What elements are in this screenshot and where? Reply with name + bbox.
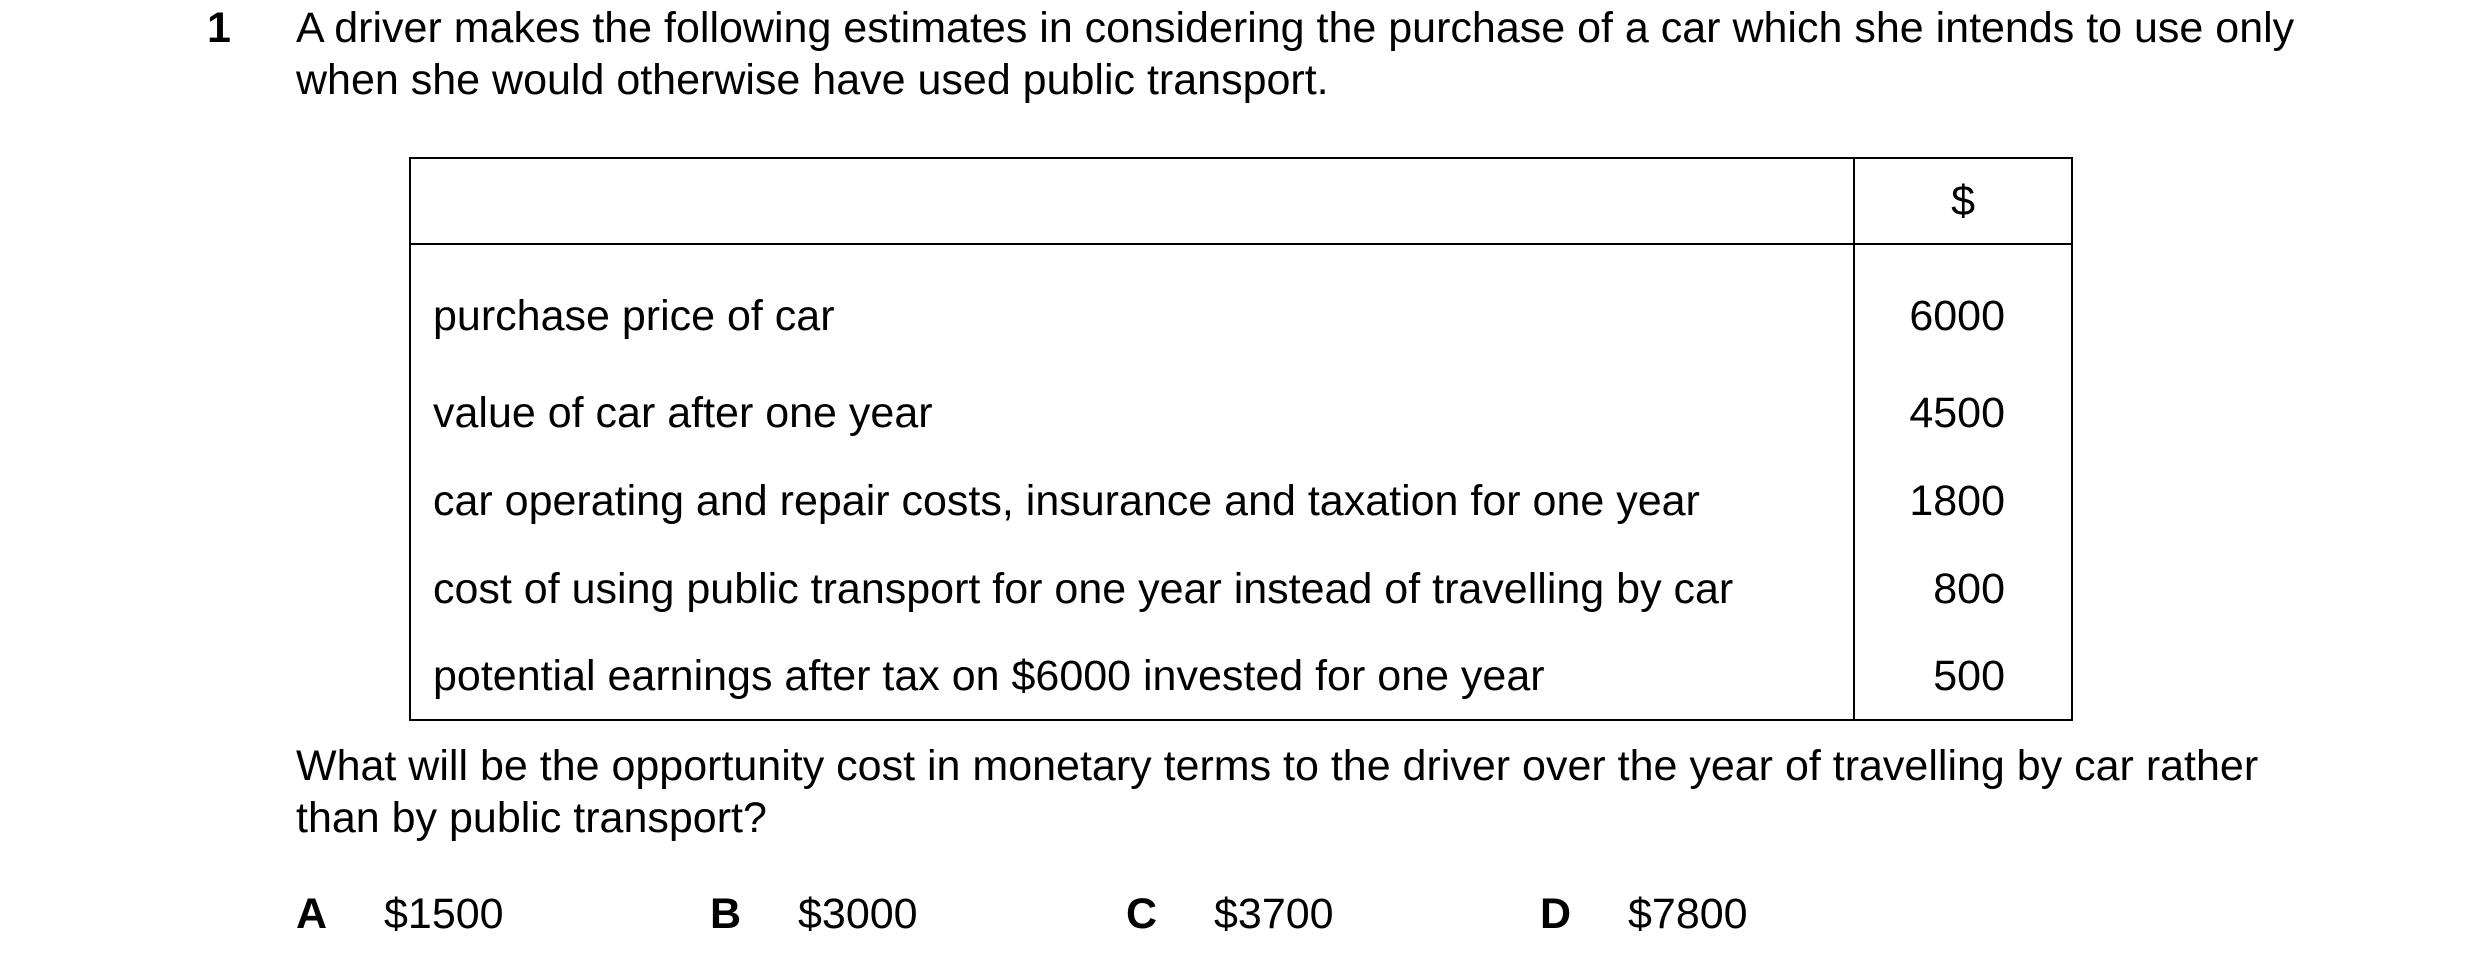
row-label: value of car after one year: [410, 369, 1854, 457]
row-label: car operating and repair costs, insurance and taxation for one year: [410, 457, 1854, 545]
question-number: 1: [207, 4, 231, 52]
option-a[interactable]: [296, 888, 504, 940]
option-letter: B: [710, 890, 742, 938]
table-row: [410, 369, 2072, 457]
option-value: $3700: [1214, 890, 1334, 938]
question-prompt: [296, 740, 2346, 844]
row-amount: 6000: [1854, 244, 2072, 369]
option-b[interactable]: [710, 888, 918, 940]
option-value: $3000: [798, 890, 918, 938]
row-amount: 1800: [1854, 457, 2072, 545]
option-value: $1500: [384, 890, 504, 938]
option-d[interactable]: [1540, 888, 1748, 940]
row-amount: 500: [1854, 633, 2072, 720]
table-header-unit: $: [1854, 158, 2072, 244]
row-label: purchase price of car: [410, 244, 1854, 369]
option-letter: C: [1126, 890, 1158, 938]
table-row: [410, 244, 2072, 369]
row-label: cost of using public transport for one year instead of travelling by car: [410, 545, 1854, 633]
table-header-row: [410, 158, 2072, 244]
table-row: [410, 545, 2072, 633]
row-label: potential earnings after tax on $6000 invested for one year: [410, 633, 1854, 720]
question-intro: [296, 2, 2346, 106]
table-row: [410, 457, 2072, 545]
option-c[interactable]: [1126, 888, 1334, 940]
question-prompt-text: What will be the opportunity cost in monetary terms to the driver over the year of travelling by car rather than by public transport?: [296, 742, 2259, 842]
option-value: $7800: [1628, 890, 1748, 938]
option-letter: A: [296, 890, 328, 938]
question-intro-text: A driver makes the following estimates in considering the purchase of a car which she intends to use only when she would otherwise have used public transport.: [296, 4, 2295, 104]
row-amount: 4500: [1854, 369, 2072, 457]
cost-estimates-table: [409, 157, 2073, 721]
option-letter: D: [1540, 890, 1572, 938]
table-header-label: [410, 158, 1854, 244]
row-amount: 800: [1854, 545, 2072, 633]
table-row: [410, 633, 2072, 720]
